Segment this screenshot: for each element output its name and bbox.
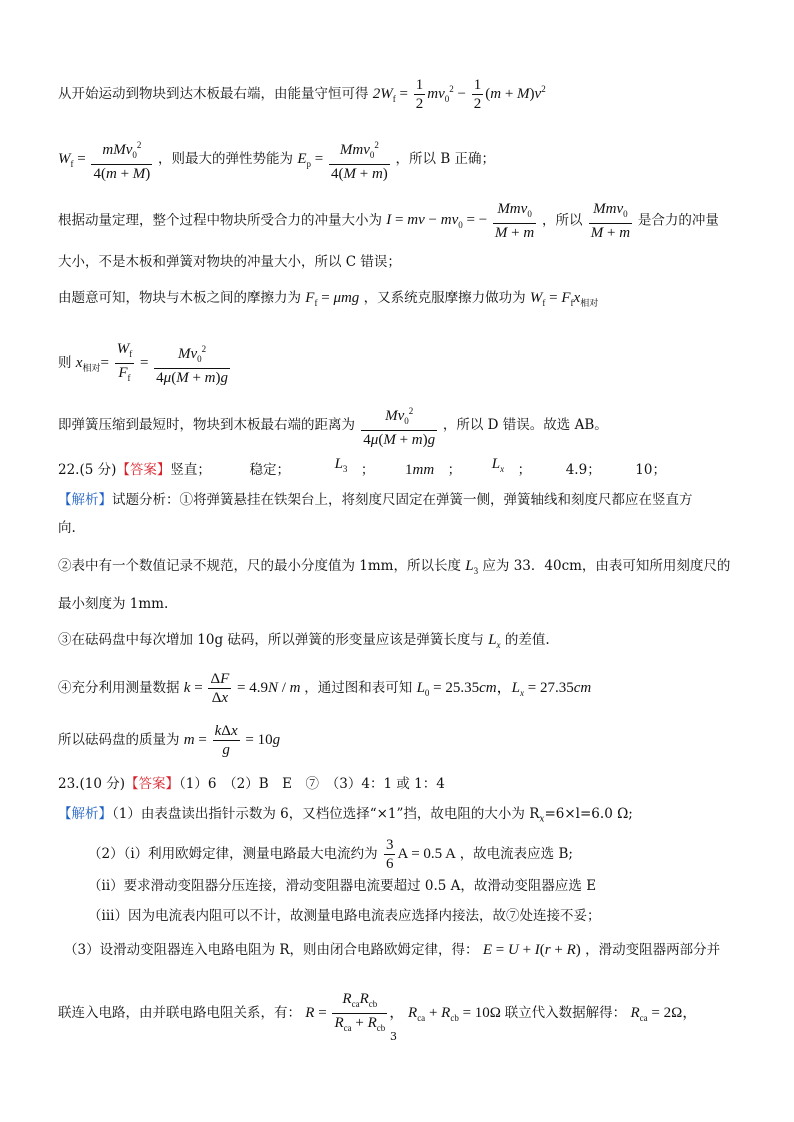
q23-analysis-4 bbox=[88, 906, 600, 926]
q22-analysis-1b bbox=[58, 518, 76, 538]
q22-analysis-text-3: ③在砝码盘中每次增加 10g 砝码，所以弹簧的形变量应该是弹簧长度与 bbox=[58, 632, 484, 648]
text-c-wrong: 大小，不是木板和弹簧对物块的冲量大小，所以 C 错误； bbox=[58, 254, 401, 270]
q23-analysis-text-1: （1）由表盘读出指针示数为 6，又档位选择“×1”挡，故电阻的大小为 R bbox=[112, 806, 540, 822]
work-friction-line bbox=[58, 136, 495, 183]
q22-answer-mass: 10； bbox=[635, 462, 666, 478]
q23-analysis-text-2: （2）（i）利用欧姆定律，测量电路最大电流约为 bbox=[88, 845, 378, 862]
q23-analysis-text-1b: =6×l=6.0 Ω; bbox=[544, 806, 633, 822]
analysis-tag: 【解析】 bbox=[58, 492, 112, 508]
q22-analysis-4 bbox=[58, 670, 591, 707]
formula-impulse-fraction: $\frac{Mmv_0}{M + m}$ bbox=[590, 201, 631, 241]
analysis-tag-q23: 【解析】 bbox=[58, 806, 112, 822]
text-resultant-impulse: 是合力的冲量 bbox=[637, 212, 719, 229]
impulse-line bbox=[58, 200, 719, 242]
q22-analysis-3 bbox=[58, 630, 550, 655]
formula-distance: $\frac{Mv_0^2}{4\mu(M + m)g}$ bbox=[359, 417, 443, 433]
text-energy-conservation: 从开始运动到物块到达木板最右端，由能量守恒可得 bbox=[58, 85, 369, 102]
q22-answer-line: 22.(5 分)【答案】竖直； 稳定； $L_3$ ； 1mm ； $L_x$ ； 4.9； 10； bbox=[58, 456, 666, 478]
formula-k: k = $\frac{\Delta F}{\Delta x}$ = 4.9N / m bbox=[183, 671, 305, 706]
answer-tag: 【答案】 bbox=[116, 462, 171, 478]
q23-heading: 23.(10 分) bbox=[58, 776, 125, 792]
q22-analysis-text-1b: 向. bbox=[58, 520, 76, 536]
q23-analysis-5 bbox=[64, 940, 720, 960]
q22-analysis-text-2c: 最小刻度为 1mm. bbox=[58, 596, 169, 612]
formula-energy: $2W_f$ = $\frac{1}{2}$ $mv_0^2$ − $\frac{1}{2}$ $(m + M)v^2$ bbox=[372, 77, 546, 112]
q23-answers: （1）6 （2）B E ⑦ （3）4：1 或 1：4 bbox=[178, 776, 445, 792]
q23-analysis-text-4: （iii）因为电流表内阻可以不计，故测量电路电流表应选择内接法，故⑦处连接不妥； bbox=[88, 908, 601, 924]
formula-relative: $x_{相对}=$ $\frac{W_f}{F_f}$ = $\frac{Mv_0^2}{4\mu(M + m)g}$ bbox=[75, 341, 229, 386]
formula-friction: $F_f = \mu mg$ bbox=[305, 290, 360, 308]
text-d-wrong: ，所以 D 错误。故选 AB。 bbox=[442, 416, 608, 433]
q23-analysis-text-2b: ，故电流表应选 B; bbox=[459, 845, 573, 862]
text-b-correct: ，所以 B 正确； bbox=[395, 150, 496, 167]
text-shortest: 即弹簧压缩到最短时，物块到木板最右端的距离为 bbox=[58, 416, 355, 433]
q23-analysis-1: 【解析】（1）由表盘读出指针示数为 6，又档位选择“×1”挡，故电阻的大小为 $R_x=6\times l=6.0$ Ω; bbox=[58, 806, 633, 825]
q22-analysis-text-3b: 的差值. bbox=[504, 632, 550, 648]
q23-analysis-3 bbox=[88, 876, 596, 896]
q22-answer-stable: 稳定； bbox=[249, 462, 290, 478]
q23-analysis-text-3: （ii）要求滑动变阻器分压连接，滑动变阻器电流要超过 0.5 A，故滑动变阻器应选 E bbox=[88, 878, 597, 894]
formula-ohm: E = U + I(r + R) bbox=[482, 942, 581, 958]
q22-analysis-text-2b: 应为 33．40cm，由表可知所用刻度尺的 bbox=[482, 558, 731, 574]
formula-parallel: R = $\frac{R_{ca}R_{cb}}{R_{ca} + R_{cb}}$ ， $R_{ca} + R_{cb} = 10\Omega$ bbox=[305, 991, 501, 1033]
d-wrong-line bbox=[58, 402, 608, 449]
q22-answer-vertical: 竖直； bbox=[170, 462, 211, 478]
formula-ep: $E_p$ = $\frac{Mmv_0^2}{4(M + m)}$ bbox=[297, 151, 395, 167]
q22-analysis-2 bbox=[58, 556, 730, 581]
q22-answer-mm: 1mm bbox=[405, 462, 435, 478]
formula-friction-work: $W_f = F_fx_{相对}$ bbox=[529, 290, 599, 308]
c-wrong-line bbox=[58, 252, 401, 272]
q22-answer-lx: $L_x$ bbox=[491, 456, 505, 474]
text-friction-work: ，又系统克服摩擦力做功为 bbox=[363, 290, 526, 306]
formula-rca: $R_{ca} = 2\Omega$， bbox=[630, 1004, 698, 1023]
q23-analysis-text-6b: 联立代入数据解得： bbox=[504, 1004, 627, 1021]
formula-wf: $W_f$ = $\frac{mMv_0^2}{4(m + M)}$ bbox=[58, 151, 158, 167]
energy-conservation-line bbox=[58, 76, 546, 113]
answer-tag-q23: 【答案】 bbox=[124, 776, 179, 792]
text-then: 则 bbox=[58, 354, 72, 371]
q22-analysis-2c bbox=[58, 594, 168, 614]
symbol-lx: $L_x$ bbox=[488, 632, 501, 650]
relative-displacement-line bbox=[58, 340, 232, 387]
q22-heading: 22.(5 分) bbox=[58, 462, 117, 478]
formula-impulse: I = mv − $mv_0$ = − $\frac{Mmv_0}{M + m}$ bbox=[386, 201, 535, 241]
q22-analysis-text-2: ②表中有一个数值记录不规范，尺的最小分度值为 1mm，所以长度 bbox=[58, 558, 461, 574]
text-so: ，所以 bbox=[541, 212, 583, 229]
q23-answer-line bbox=[58, 774, 445, 794]
page-number: 3 bbox=[390, 1030, 397, 1043]
q22-analysis-text-5: 所以砝码盘的质量为 bbox=[58, 731, 180, 748]
q22-analysis-text-1: 试题分析：①将弹簧悬挂在铁架台上，将刻度尺固定在弹簧一侧，弹簧轴线和刻度尺都应在竖直方 bbox=[112, 492, 693, 508]
q23-analysis-text-5: （3）设滑动变阻器连入电路电阻为 R，则由闭合电路欧姆定律，得： bbox=[64, 942, 479, 958]
q22-analysis-text-4b: ，通过图和表可知 bbox=[304, 679, 413, 696]
q23-analysis-text-5b: ，滑动变阻器两部分并 bbox=[585, 942, 721, 958]
formula-l0: $L_0 = 25.35cm$，$L_x = 27.35cm$ bbox=[416, 679, 592, 698]
q23-analysis-text-6: 联连入电路，由并联电路电阻关系，有： bbox=[58, 1004, 301, 1021]
text-impulse: 根据动量定理，整个过程中物块所受合力的冲量大小为 bbox=[58, 212, 382, 229]
q22-analysis-text-4: ④充分利用测量数据 bbox=[58, 679, 180, 696]
symbol-l3: $L_3$ bbox=[465, 558, 479, 576]
q22-answer-l3: $L_3$ bbox=[334, 456, 348, 474]
q22-answer-k: 4.9； bbox=[565, 462, 601, 478]
formula-mass: m = $\frac{\text{kΔx}}{g}$ = 10g bbox=[183, 723, 281, 758]
q23-analysis-2 bbox=[88, 836, 573, 873]
q23-analysis-6 bbox=[58, 990, 697, 1037]
friction-line bbox=[58, 288, 598, 313]
text-friction: 由题意可知，物块与木板之间的摩擦力为 bbox=[58, 290, 301, 306]
q22-analysis-1 bbox=[58, 490, 693, 510]
text-max-elastic: ，则最大的弹性势能为 bbox=[158, 150, 294, 167]
formula-current: $\frac{3}{6}$ A = 0.5 A bbox=[385, 837, 456, 872]
q22-analysis-5 bbox=[58, 722, 280, 759]
